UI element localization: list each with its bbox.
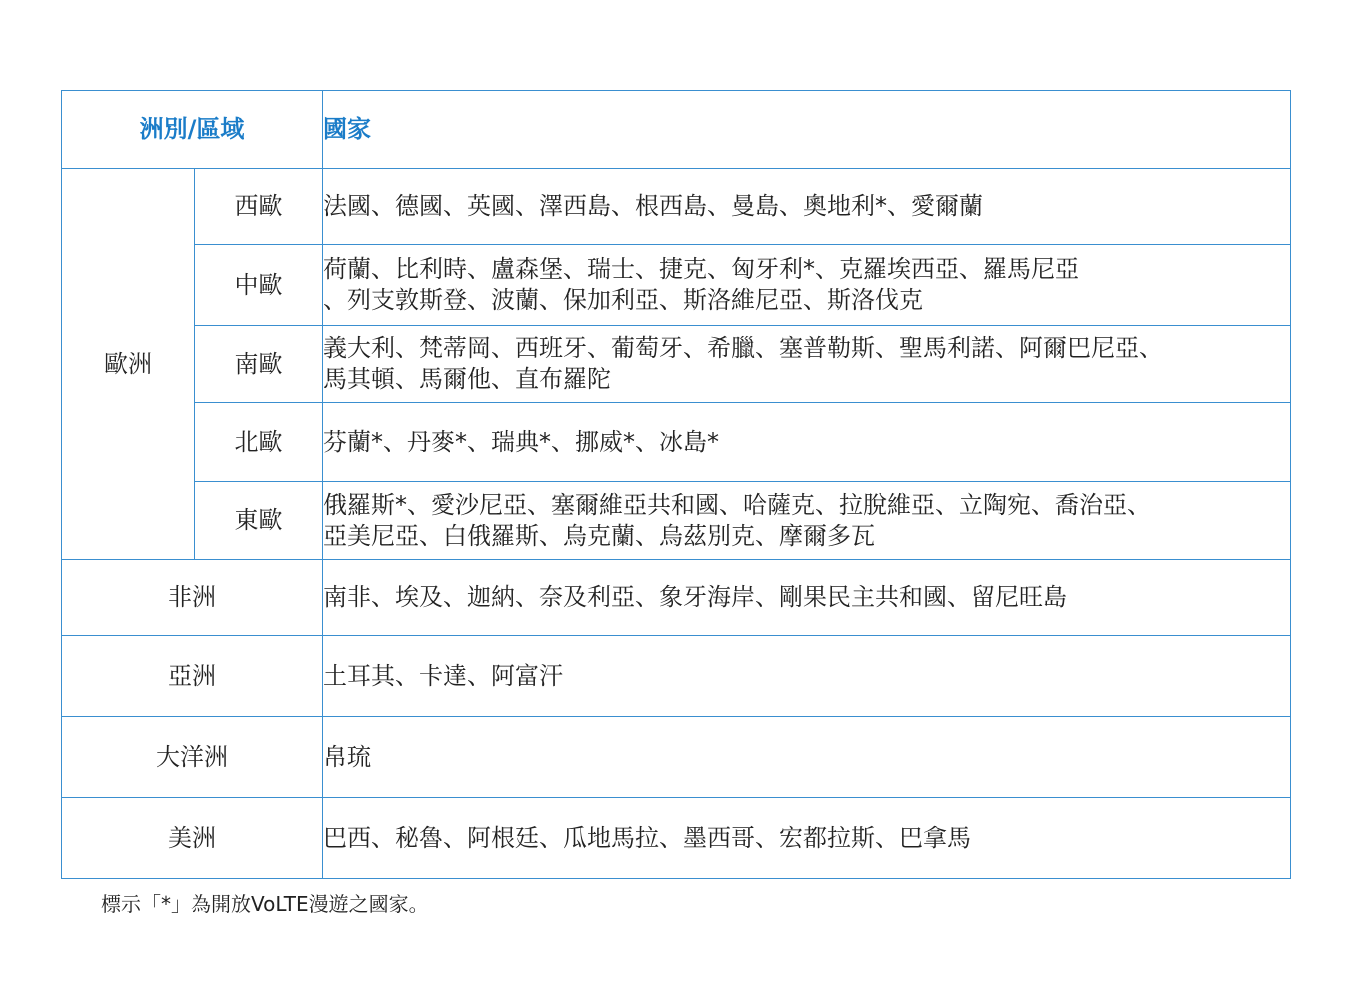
country-list [323,326,1291,403]
continent-label: 亞洲 [62,636,323,717]
table-row [62,798,1291,879]
continent-label: 大洋洲 [62,717,323,798]
country-line: 法國、德國、英國、澤西島、根西島、曼島、奧地利*、愛爾蘭 [323,192,984,220]
country-line: 義大利、梵蒂岡、西班牙、葡萄牙、希臘、塞普勒斯、聖馬利諾、阿爾巴尼亞、 [323,334,1164,362]
table-row [62,326,1291,403]
country-line: 荷蘭、比利時、盧森堡、瑞士、捷克、匈牙利*、克羅埃西亞、羅馬尼亞 [323,255,1080,283]
table-header-row [62,91,1291,169]
header-region: 洲別/區域 [62,91,323,169]
table-row [62,717,1291,798]
subregion-label: 中歐 [195,245,323,326]
subregion-label: 南歐 [195,326,323,403]
country-list: 南非、埃及、迦納、奈及利亞、象牙海岸、剛果民主共和國、留尼旺島 [323,560,1291,636]
subregion-label: 北歐 [195,403,323,482]
country-list [323,169,1291,245]
footnote: 標示「*」為開放VoLTE漫遊之國家。 [101,892,429,916]
country-list: 巴西、秘魯、阿根廷、瓜地馬拉、墨西哥、宏都拉斯、巴拿馬 [323,798,1291,879]
country-line: 馬其頓、馬爾他、直布羅陀 [323,365,612,393]
continent-europe: 歐洲 [62,169,195,560]
table-row [62,169,1291,245]
subregion-label: 東歐 [195,482,323,560]
table-row [62,560,1291,636]
continent-label: 美洲 [62,798,323,879]
table-row [62,636,1291,717]
country-line: 俄羅斯*、愛沙尼亞、塞爾維亞共和國、哈薩克、拉脫維亞、立陶宛、喬治亞、 [323,490,1152,519]
continent-label: 非洲 [62,560,323,636]
roaming-country-table [61,90,1291,879]
country-list: 帛琉 [323,717,1291,798]
country-list [323,403,1291,482]
country-line: 亞美尼亞、白俄羅斯、烏克蘭、烏茲別克、摩爾多瓦 [323,521,876,550]
country-list [323,245,1291,326]
country-list: 土耳其、卡達、阿富汗 [323,636,1291,717]
table-row [62,482,1291,560]
country-line: 、列支敦斯登、波蘭、保加利亞、斯洛維尼亞、斯洛伐克 [323,286,924,314]
header-country: 國家 [323,91,1291,169]
table-row [62,403,1291,482]
table-row [62,245,1291,326]
country-line: 芬蘭*、丹麥*、瑞典*、挪威*、冰島* [323,427,720,456]
subregion-label: 西歐 [195,169,323,245]
country-list [323,482,1291,560]
